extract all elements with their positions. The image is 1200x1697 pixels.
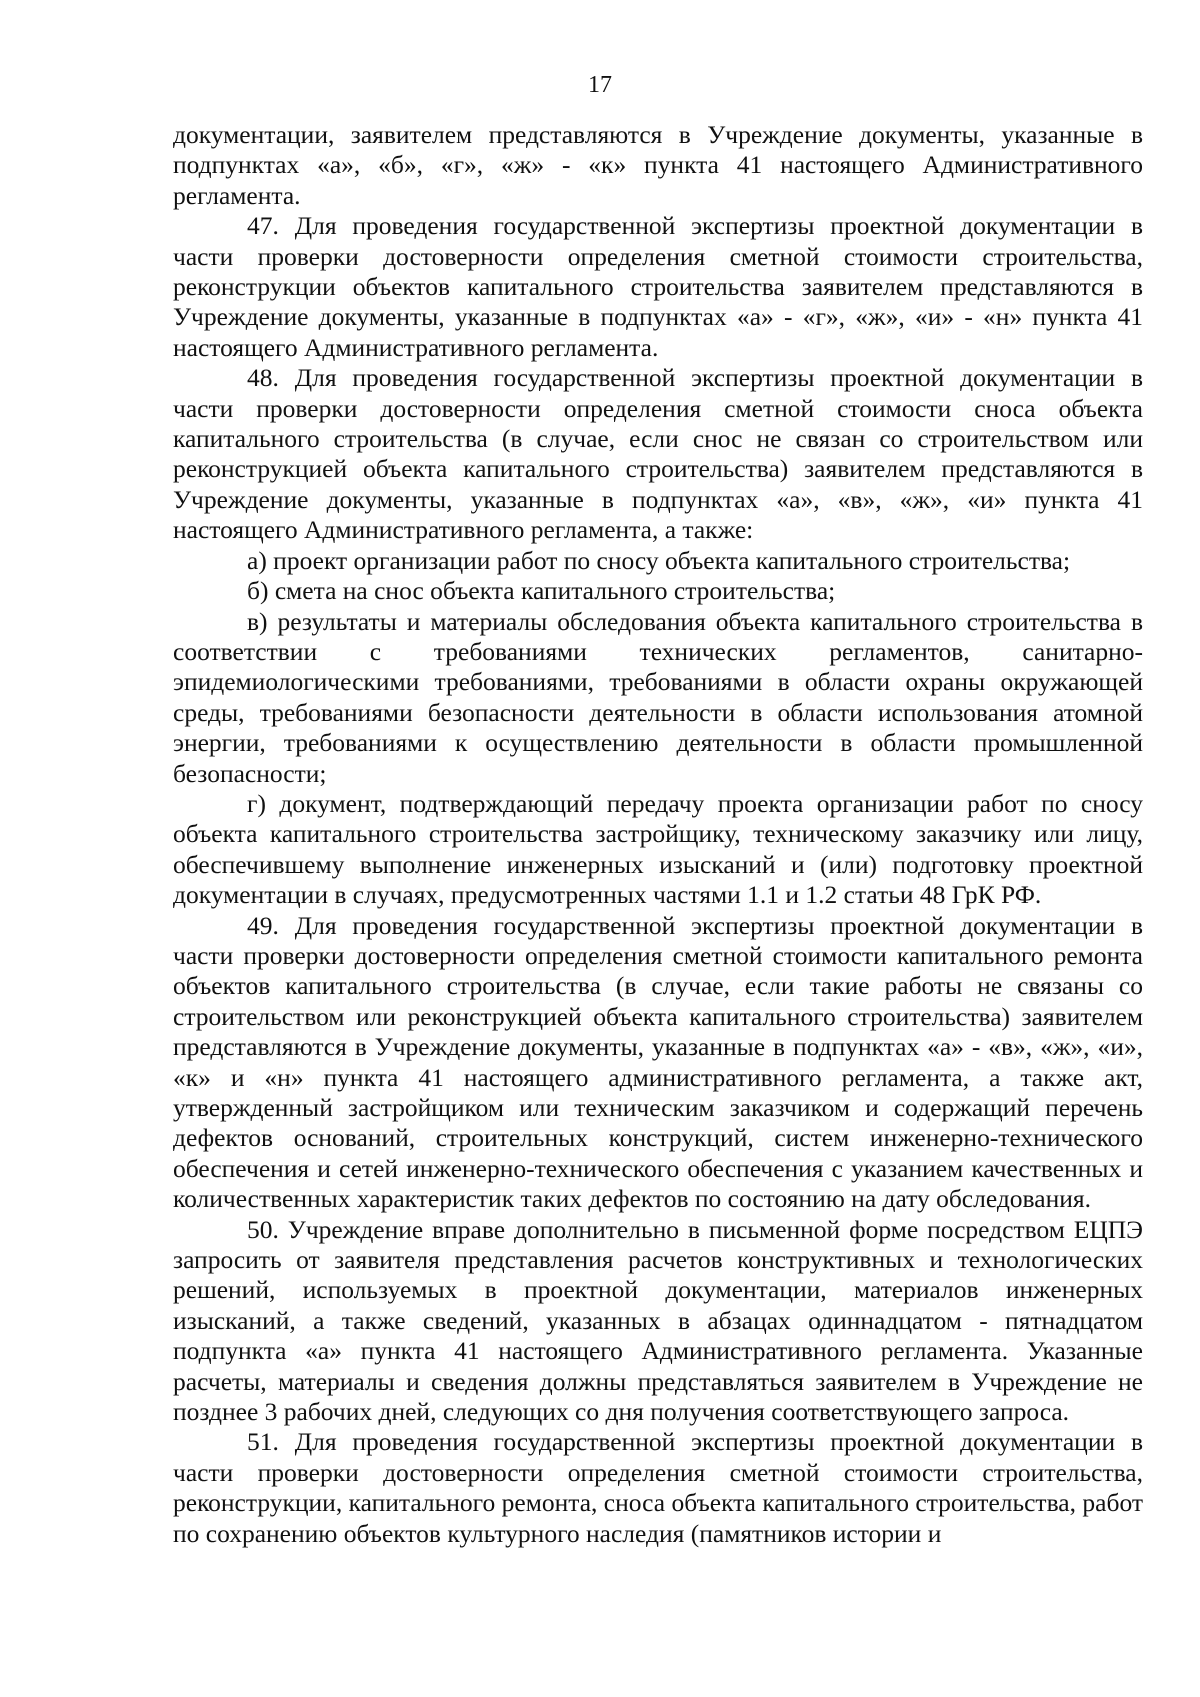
paragraph-50: 50. Учреждение вправе дополнительно в письменной форме посредством ЕЦПЭ запросить от заявителя представления расчетов конструктивных и технологических решений, используемых в проектной документации, материалов инженерных изысканий, а также сведений, указанных в абзацах одиннадцатом - пятнадцатом подпункта «а» пункта 41 настоящего Административного регламента. Указанные расчеты, материалы и сведения должны представляться заявителем в Учреждение не позднее 3 рабочих дней, следующих со дня получения соответствующего запроса.: [173, 1214, 1143, 1427]
paragraph-51: 51. Для проведения государственной экспертизы проектной документации в части проверки достоверности определения сметной стоимости строительства, реконструкции, капитального ремонта, сноса объекта капитального строительства, работ по сохранению объектов культурного наследия (памятников истории и: [173, 1427, 1143, 1548]
document-body: [173, 120, 1143, 1549]
paragraph-48: 48. Для проведения государственной экспертизы проектной документации в части проверки достоверности определения сметной стоимости сноса объекта капитального строительства (в случае, если снос не связан со строительством или реконструкцией объекта капитального строительства) заявителем представляются в Учреждение документы, указанные в подпунктах «а», «в», «ж», «и» пункта 41 настоящего Административного регламента, а также:: [173, 363, 1143, 545]
paragraph-47: 47. Для проведения государственной экспертизы проектной документации в части проверки достоверности определения сметной стоимости строительства, реконструкции объектов капитального строительства заявителем представляются в Учреждение документы, указанные в подпунктах «а» - «г», «ж», «и» - «н» пункта 41 настоящего Административного регламента.: [173, 211, 1143, 362]
paragraph-49: 49. Для проведения государственной экспертизы проектной документации в части проверки достоверности определения сметной стоимости капитального ремонта объектов капитального строительства (в случае, если такие работы не связаны со строительством или реконструкцией объекта капитального строительства) заявителем представляются в Учреждение документы, указанные в подпунктах «а» - «в», «ж», «и», «к» и «н» пункта 41 настоящего административного регламента, а также акт, утвержденный застройщиком или техническим заказчиком и содержащий перечень дефектов оснований, строительных конструкций, систем инженерно-технического обеспечения и сетей инженерно-технического обеспечения с указанием качественных и количественных характеристик таких дефектов по состоянию на дату обследования.: [173, 910, 1143, 1214]
page-number: 17: [588, 72, 612, 98]
list-item-g: г) документ, подтверждающий передачу проекта организации работ по сносу объекта капитального строительства застройщику, техническому заказчику или лицу, обеспечившему выполнение инженерных изысканий и (или) подготовку проектной документации в случаях, предусмотренных частями 1.1 и 1.2 статьи 48 ГрК РФ.: [173, 788, 1143, 910]
list-item-a: а) проект организации работ по сносу объекта капитального строительства;: [247, 545, 1071, 575]
list-item-b: б) смета на снос объекта капитального строительства;: [247, 576, 836, 606]
paragraph-continuation: документации, заявителем представляются в Учреждение документы, указанные в подпунктах «а», «б», «г», «ж» - «к» пункта 41 настоящего Административного регламента.: [173, 120, 1143, 210]
list-item-v: в) результаты и материалы обследования объекта капитального строительства в соответствии с требованиями технических регламентов, санитарно-эпидемиологическими требованиями, требованиями в области охраны окружающей среды, требованиями безопасности деятельности в области использования атомной энергии, требованиями к осуществлению деятельности в области промышленной безопасности;: [173, 606, 1143, 788]
